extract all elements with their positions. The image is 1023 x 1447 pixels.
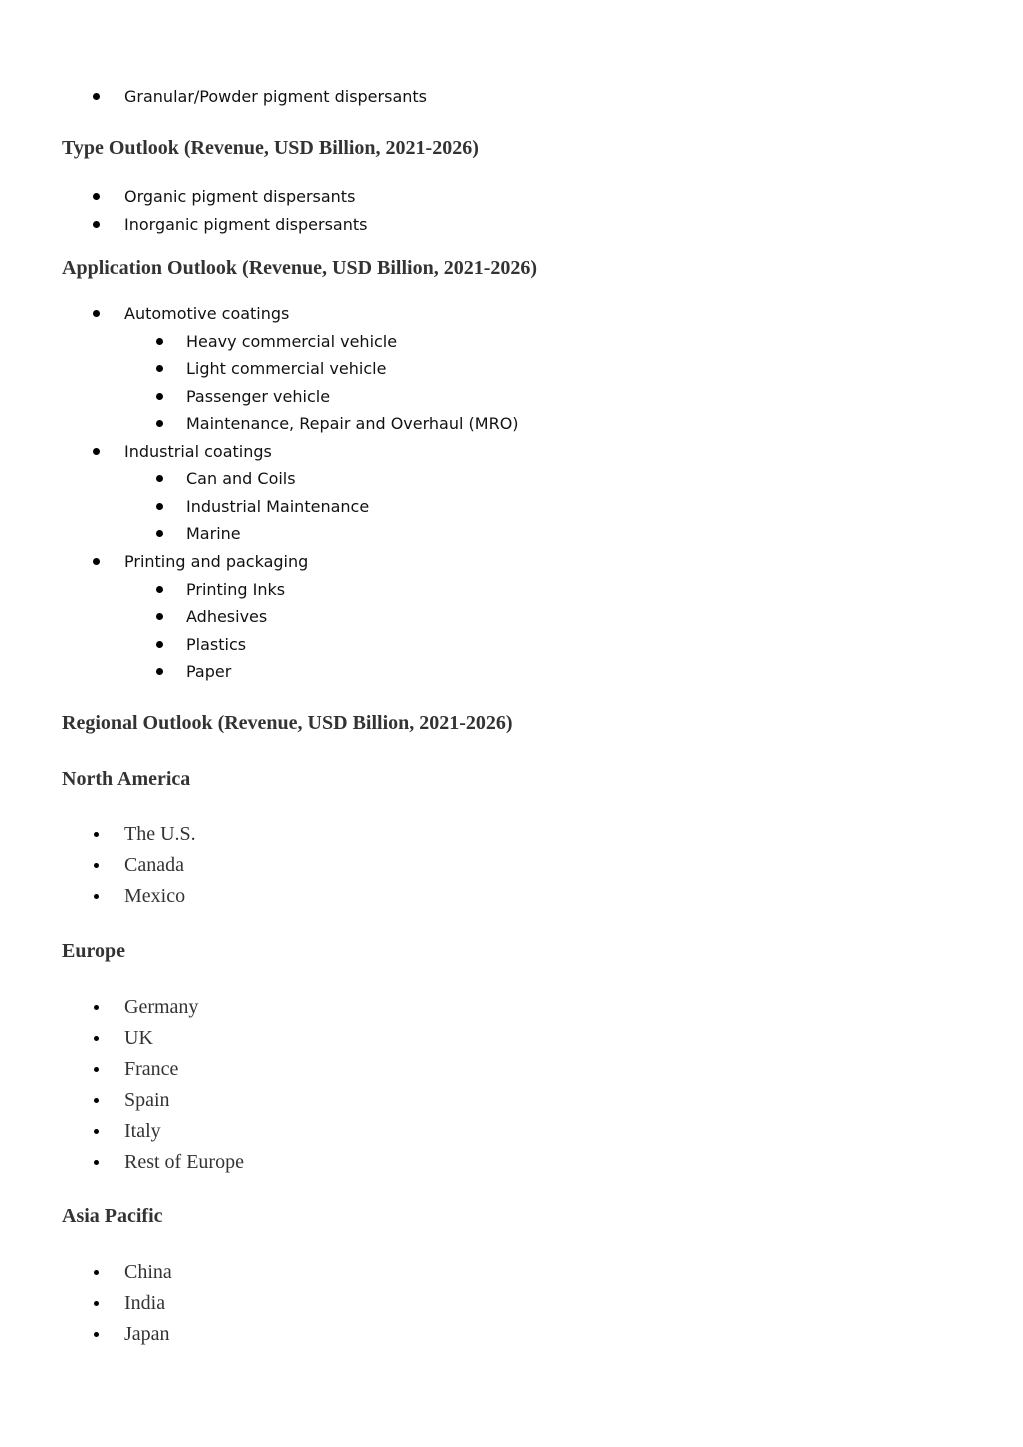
country-item: France <box>124 1058 179 1080</box>
list-item: Organic pigment dispersants <box>124 187 356 206</box>
bullet-icon <box>94 1129 99 1134</box>
country-item: Spain <box>124 1089 170 1111</box>
country-item: Rest of Europe <box>124 1151 244 1173</box>
country-item: India <box>124 1292 166 1314</box>
bullet-icon <box>156 475 163 482</box>
section-heading-regional-outlook: Regional Outlook (Revenue, USD Billion, 2021-2026) <box>62 712 513 734</box>
bullet-icon <box>156 530 163 537</box>
bullet-icon <box>94 863 99 868</box>
bullet-icon <box>156 393 163 400</box>
bullet-icon <box>93 193 100 200</box>
bullet-icon <box>156 338 163 345</box>
bullet-icon <box>93 558 100 565</box>
sub-list-item: Adhesives <box>186 607 268 626</box>
sub-list-item: Marine <box>186 524 241 543</box>
region-heading-north-america: North America <box>62 768 191 790</box>
bullet-icon <box>94 1005 99 1010</box>
bullet-icon <box>94 1270 99 1275</box>
country-item: Mexico <box>124 885 186 907</box>
country-item: Germany <box>124 996 199 1018</box>
bullet-icon <box>156 641 163 648</box>
bullet-icon <box>156 613 163 620</box>
sub-list-item: Heavy commercial vehicle <box>186 332 398 351</box>
section-heading-type-outlook: Type Outlook (Revenue, USD Billion, 2021-2026) <box>62 137 479 159</box>
bullet-icon <box>156 586 163 593</box>
bullet-icon <box>93 448 100 455</box>
bullet-icon <box>156 503 163 510</box>
country-item: The U.S. <box>124 823 196 845</box>
sub-list-item: Maintenance, Repair and Overhaul (MRO) <box>186 414 519 433</box>
bullet-icon <box>93 93 100 100</box>
country-item: Canada <box>124 854 184 876</box>
section-heading-application-outlook: Application Outlook (Revenue, USD Billion, 2021-2026) <box>62 257 538 279</box>
bullet-icon <box>94 832 99 837</box>
bullet-icon <box>93 310 100 317</box>
sub-list-item: Paper <box>186 662 232 681</box>
bullet-icon <box>94 1301 99 1306</box>
sub-list-item: Plastics <box>186 635 247 654</box>
bullet-icon <box>94 1067 99 1072</box>
region-heading-europe: Europe <box>62 940 125 962</box>
list-item: Inorganic pigment dispersants <box>124 215 368 234</box>
list-item: Automotive coatings <box>124 304 290 323</box>
sub-list-item: Industrial Maintenance <box>186 497 370 516</box>
region-heading-asia-pacific: Asia Pacific <box>62 1205 163 1227</box>
bullet-icon <box>156 668 163 675</box>
sub-list-item: Can and Coils <box>186 469 296 488</box>
list-item: Industrial coatings <box>124 442 272 461</box>
list-item: Granular/Powder pigment dispersants <box>124 87 427 106</box>
list-item: Printing and packaging <box>124 552 309 571</box>
bullet-icon <box>94 1098 99 1103</box>
bullet-icon <box>94 1332 99 1337</box>
bullet-icon <box>156 365 163 372</box>
country-item: China <box>124 1261 172 1283</box>
bullet-icon <box>93 221 100 228</box>
country-item: Japan <box>124 1323 170 1345</box>
country-item: Italy <box>124 1120 161 1142</box>
bullet-icon <box>94 1036 99 1041</box>
bullet-icon <box>156 420 163 427</box>
country-item: UK <box>124 1027 153 1049</box>
bullet-icon <box>94 1160 99 1165</box>
bullet-icon <box>94 894 99 899</box>
sub-list-item: Printing Inks <box>186 580 286 599</box>
sub-list-item: Passenger vehicle <box>186 387 331 406</box>
sub-list-item: Light commercial vehicle <box>186 359 387 378</box>
